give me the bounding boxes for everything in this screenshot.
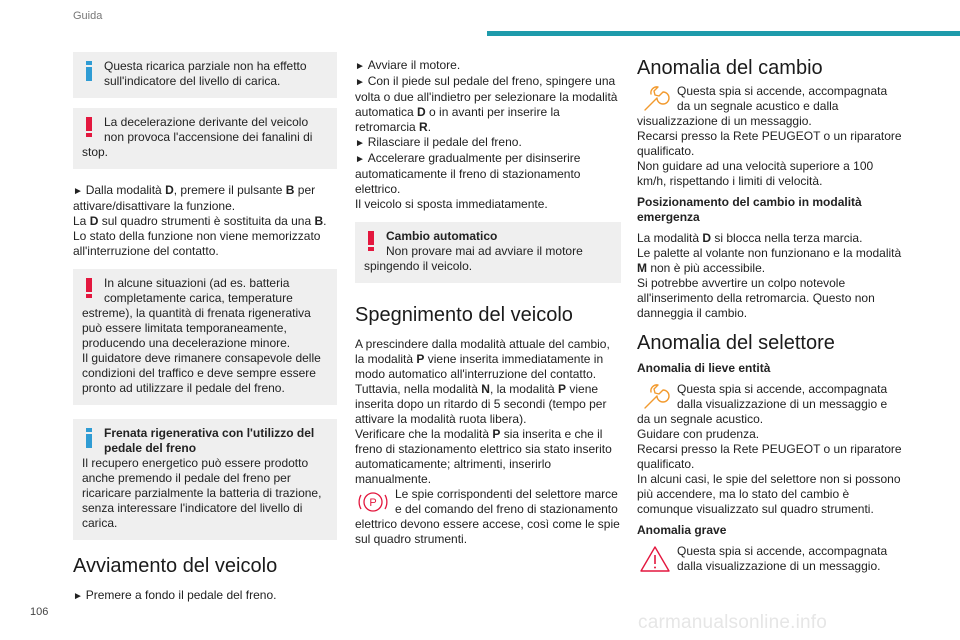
warning-icon [368,231,374,251]
sub-heading: Anomalia grave [637,523,727,537]
sub-heading: Anomalia di lieve entità [637,361,771,375]
warning-icon [86,117,92,137]
paragraph: La D sul quadro strumenti è sostituita da una B. [73,214,327,228]
paragraph: Le palette al volante non funzionano e la modalità M non è più accessibile. [637,246,902,275]
info-note-text: Questa ricarica parziale non ha effetto sull'indicatore del livello di carica. [104,59,307,88]
paragraph: In alcuni casi, le spie del selettore non si possono più accendere, ma lo stato del cambio è comunque visualizzato sul quadro strumenti. [637,472,901,516]
warning-note: Cambio automatico Non provare mai ad avviare il motore spingendo il veicolo. [355,222,621,283]
paragraph-with-icon: Questa spia si accende, accompagnata dalla visualizzazione di un messaggio e da un segnale acustico. [637,382,888,426]
header-section-label: Guida [73,10,103,22]
step: ► Avviare il motore. [355,58,621,74]
paragraph-with-icon: Questa spia si accende, accompagnata dalla visualizzazione di un messaggio. [637,544,902,574]
info-icon [86,61,92,81]
paragraph: ► Dalla modalità D, premere il pulsante B per attivare/disattivare la funzione. [73,183,337,214]
step: ► Accelerare gradualmente per disinserire automaticamente il freno di stazionamento elettrico. [355,151,621,197]
warning-note-text: La decelerazione derivante del veicolo non provoca l'accensione dei fanalini di stop. [82,115,313,159]
page-number: 106 [30,606,49,618]
wrench-icon [637,382,673,412]
paragraph: Si potrebbe avvertire un colpo notevole all'inserimento della retromarcia. Questo non danneggia il cambio. [637,276,875,320]
watermark: carmanualsonline.info [638,612,828,633]
warning-icon [86,278,92,298]
step: ► Con il piede sul pedale del freno, spingere una volta o due all'indietro per selezionare la modalità automatica D o in avanti per inserire la retromarcia R. [355,74,621,135]
warning-triangle-icon [637,544,673,574]
header-accent-bar [487,31,960,36]
paragraph: La modalità D si blocca nella terza marcia. [637,231,863,245]
wrench-icon [637,84,673,114]
column-3 [637,56,902,574]
paragraph: Il veicolo si sposta immediatamente. [355,197,548,211]
paragraph: Lo stato della funzione non viene memorizzato all'interruzione del contatto. [73,229,321,258]
column-1 [73,52,337,612]
svg-text:P: P [369,497,377,509]
paragraph-with-icon: Questa spia si accende, accompagnata da un segnale acustico e dalla visualizzazione di un messaggio. [637,84,888,128]
column-2 [355,58,621,547]
paragraph: Recarsi presso la Rete PEUGEOT o un riparatore qualificato. [637,129,902,158]
sub-heading: Posizionamento del cambio in modalità emergenza [637,195,862,224]
warning-note [73,108,337,169]
parking-indicator-icon [355,487,391,517]
section-heading: Spegnimento del veicolo [355,304,573,326]
paragraph: Non guidare ad una velocità superiore a 100 km/h, rispettando i limiti di velocità. [637,159,874,188]
step: ► Rilasciare il pedale del freno. [355,135,621,151]
section-heading: Anomalia del cambio [637,57,823,79]
info-note: Frenata rigenerativa con l'utilizzo del pedale del freno Il recupero energetico può essere prodotto anche premendo il pedale del freno per ricaricare parzialmente la batteria di trazione, senza interessare l'indicatore del livello di carica. [73,419,337,540]
info-note [73,52,337,98]
warning-note: In alcune situazioni (ad es. batteria completamente carica, temperature estreme), la quantità di frenata rigenerativa può essere limitata temporaneamente, producendo una decelerazione minore. Il guidatore deve rimanere consapevole delle condizioni del traffico e deve sempre essere pronto ad utilizzare il pedale del freno. [73,269,337,405]
paragraph: Verificare che la modalità P sia inserita e che il freno di stazionamento elettrico sia stato inserito automaticamente; altrimenti, inserirlo manualmente. [355,427,612,486]
paragraph: Recarsi presso la Rete PEUGEOT o un riparatore qualificato. [637,442,902,471]
paragraph-with-icon: P Le spie corrispondenti del selettore marce e del comando del freno di stazionamento elettrico devono essere accese, così come le spie sul quadro strumenti. [355,487,620,546]
paragraph: Tuttavia, nella modalità N, la modalità P viene inserita dopo un ritardo di 5 secondi (tempo per attivare la modalità ruota libera). [355,382,607,426]
step: ► Premere a fondo il pedale del freno. [73,588,337,604]
section-heading: Anomalia del selettore [637,332,835,354]
paragraph: A prescindere dalla modalità attuale del cambio, la modalità P viene inserita immediatamente in modo automatico all'interruzione del contatto. [355,337,610,381]
info-icon [86,428,92,448]
section-heading: Avviamento del veicolo [73,555,278,577]
paragraph: Guidare con prudenza. [637,427,760,441]
